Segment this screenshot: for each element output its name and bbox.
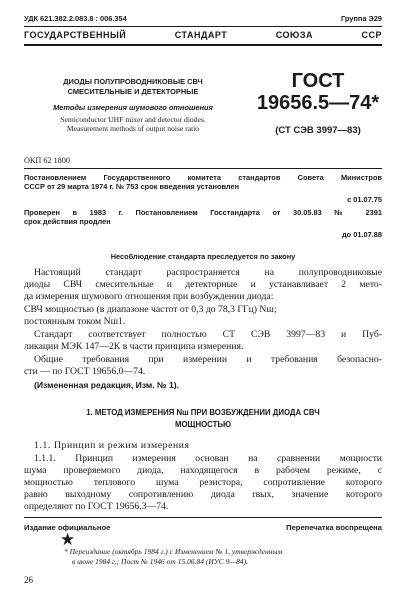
section-1-heading-cont: МОЩНОСТЬЮ (174, 420, 232, 429)
body-s111-line-4: равно выходному сопротивлению диода rвых, значение которого (24, 489, 382, 500)
body-p2-line-1: Стандарт соответствует полностью СТ СЭВ 3997—83 и Пуб- (34, 329, 382, 340)
standard-heading: ГОСУДАРСТВЕННЫЙ СТАНДАРТ СОЮЗА ССР (24, 30, 382, 40)
page-number: 26 (24, 575, 33, 585)
check-date: до 01.07.88 (341, 230, 382, 239)
resolution-line-2: СССР от 29 марта 1974 г. № 753 срок введения установлен (24, 182, 240, 191)
body-s111-line-1: 1.1.1. Принцип измерения основан на сравнении мощности (34, 453, 382, 464)
reprint-note-line-1: * Переиздание (октябрь 1984 г.) с Изменением № 1, утвержденным (64, 547, 283, 556)
check-line-1: Проверен в 1983 г. Постановлением Госстандарта от 30.05.83 № 2391 (24, 208, 382, 217)
method-title: Методы измерения шумового отношения (53, 103, 213, 112)
body-p3-line-2: сти — по ГОСТ 19656.0—74. (24, 366, 146, 377)
body-p1-line-1: Настоящий стандарт распространяется на полупроводниковые (34, 267, 382, 278)
resolution-line-1: Постановлением Государственного комитета стандартов Совета Министров (24, 173, 382, 182)
section-1-heading: 1. МЕТОД ИЗМЕРЕНИЯ Nш ПРИ ВОЗБУЖДЕНИИ ДИОДА СВЧ (86, 408, 320, 417)
body-p3-line-1: Общие требования при измерении и требования безопасно- (34, 354, 382, 365)
body-p1-line-4: СВЧ мощностью (в диапазоне частот от 0,3 до 78,3 ГГц) Nш; (24, 304, 277, 315)
english-title-line-2: Measurement methods of output noise ratio (66, 124, 200, 133)
subsection-1-1: 1.1. Принцип и режим измерения (34, 440, 190, 451)
title-line-2: СМЕСИТЕЛЬНЫЕ И ДЕТЕКТОРНЫЕ (67, 87, 199, 96)
body-p1-line-3: да измерения шумового отношения при возбуждении диода: (24, 291, 274, 302)
header-bottom-rule (24, 44, 382, 46)
header-top-rule (24, 26, 382, 27)
body-s111-line-2: шума проверяемого диода, находящегося в рабочем режиме, с (24, 465, 382, 476)
body-s111-line-3: мощностью теплового шума резистора, сопротивление которого (24, 477, 382, 488)
gost-label: ГОСТ (291, 70, 345, 92)
title-line-1: ДИОДЫ ПОЛУПРОВОДНИКОВЫЕ СВЧ (63, 77, 203, 86)
body-s111-line-5: определяют по ГОСТ 19656.3—74. (24, 501, 169, 512)
footer-rule (24, 517, 382, 518)
official-edition: Издание официальное (24, 523, 111, 532)
body-p1-line-2: диоды СВЧ смесительные и детекторные и устанавливает 2 мето- (24, 279, 382, 290)
law-notice: Несоблюдение стандарта преследуется по закону (110, 252, 296, 261)
st-sev-number: (СТ СЭВ 3997—83) (275, 125, 361, 136)
star-icon: ★ (60, 530, 76, 549)
reprint-note-line-2: в июне 1984 г.; Пост № 1946 от 15.06.84 (ИУС 9—84). (72, 557, 248, 566)
okp-rule (24, 168, 382, 169)
reprint-forbidden: Перепечатка воспрещена (286, 523, 382, 532)
body-p2-line-2: ликации МЭК 147—2К в части принципа измерения. (24, 341, 244, 352)
okp-code: ОКП 62 1800 (24, 156, 70, 165)
amendment-note: (Измененная редакция, Изм. № 1). (34, 380, 180, 390)
gost-number: 19656.5—74* (256, 92, 380, 114)
group-code: Группа Э29 (340, 14, 382, 23)
check-line-2: срок действия продлен (24, 217, 111, 226)
udk-code: УДК 621.382.2.083.8 : 006.354 (24, 14, 127, 23)
resolution-date: с 01.07.75 (347, 195, 382, 204)
english-title-line-1: Semiconductor UHF mixer and detector diodes. (60, 115, 206, 124)
body-p1-line-5: постоянным током Nш1. (24, 316, 126, 327)
